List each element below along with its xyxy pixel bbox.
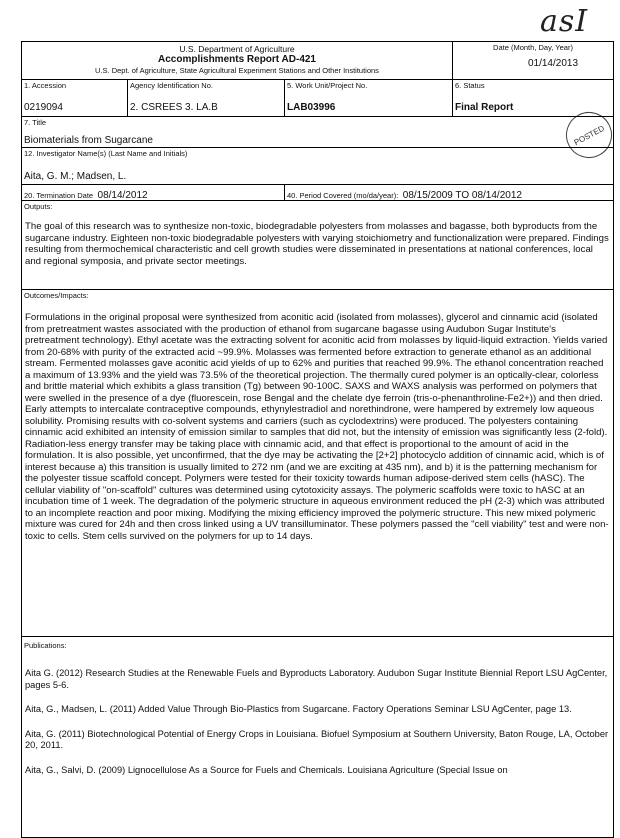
- publications-list: [22, 652, 613, 776]
- period-label: 40. Period Covered (mo/da/year):: [287, 191, 399, 200]
- publication-item: Aita, G. (2011) Biotechnological Potential of Energy Crops in Louisiana. Biofuel Symposium at Southern University, Baton Rouge, LA, October 20, 2011.: [25, 728, 609, 750]
- period-cell: [285, 185, 613, 200]
- publication-item: Aita, G., Madsen, L. (2011) Added Value Through Bio-Plastics from Sugarcane. Factory Operations Seminar LSU AgCenter, page 13.: [25, 704, 572, 714]
- date-value: 01/14/2013: [527, 58, 579, 69]
- publications-section: [22, 637, 613, 837]
- handwritten-mark: asI: [540, 4, 589, 39]
- report-title: Accomplishments Report AD-421: [158, 54, 316, 65]
- termination-cell: [22, 185, 285, 200]
- period-value: 08/15/2009 TO 08/14/2012: [402, 190, 522, 201]
- outcomes-label: Outcomes/Impacts:: [24, 291, 89, 300]
- outcomes-section: [22, 290, 613, 637]
- report-subtitle: U.S. Dept. of Agriculture, State Agricultural Experiment Stations and Other Institutions: [95, 66, 379, 75]
- outcomes-text: Formulations in the original proposal were synthesized from aconitic acid (isolated from molasses), glycerol and cinnamic acid (isolated from pretreatment wastes associated with the production of ethanol from sugarcane bagasse using Audubon Sugar Institute's pretreatment technology). Ethyl acetate was the extracting solvent for aconitic acid from molasses by liquid-liquid extraction. Yields varied from 20-68% with purity of the extracted acid ~99.9%. Molasses was fermented before extraction to generate ethanol as an additional stream. Fermented molasses gave aconitic acid yields of up to 62% and purities that reached 99.9%. The ethanol concentration reached a maximum of 13.93% and the yield was 73.5% of the theoretical projection. The thermally cured polymer is an optically-clear, colorless and brittle material which exhibits a glass transition (Tg) between 90-100C. SAXS and WAXS analysis was performed on polymers that were swelled in the presence of a dye (fluorescein, rose Bengal and the chelate dye ferroin (tris-o-phenanthroline-Fe2+)) and then dried. Early attempts to intercalate contraceptive compounds, ethynylestradiol and norethindrone, were hampered by extremely low aqueous solubility. Promising results with co-solvent systems and carriers (such as cyclodextrins) were produced. The polyesters containing cinnamic acid exhibited an intensity of emission similar to samples that did not, but the intensity of emission was significantly less (2-fold). Radiation-less energy transfer may be taking place with cinnamic acid, and that effect is proportional to the amount of acid in the formulation. It is also possible, yet unconfirmed, that the dye may be activating the [2+2] photocyclo addition of cinnamic acid, which is of interest because a) this transition is usually limited to 272 nm (and we are exciting at 435 nm), and b) it is the patterning mechanism for the polyester tissue scaffold concept. Polymers were tested for their toxicity towards human adipose-derived stem cells (hASC). The cellular viability of "on-scaffold" cultures was determined using cytotoxicity assays. The polymeric scaffolds were toxic to hASC at an incubation time of 1 week. The degradation of the polymeric structure in aqueous environment reduced the pH (2-3) which was attributed to an incomplete reaction and poor mixing. Modifying the mixing efficiency improved the polymeric structure. This new mixed polymeric mixture was cured for 24h and then cross linked using a UV transilluminator. These polymers passed the "cell viability" test and were non- toxic to cells. Stem cells survived on the polymers for up to 14 days.: [25, 312, 609, 542]
- outputs-section: [22, 201, 613, 290]
- stamp-text: POSTED: [572, 123, 606, 147]
- header-row: [22, 42, 613, 80]
- investigator-value: Aita, G. M.; Madsen, L.: [24, 171, 127, 182]
- agency-id-cell: [128, 80, 285, 116]
- accession-cell: [22, 80, 128, 116]
- status-label: 6. Status: [455, 81, 485, 90]
- report-form: [21, 41, 614, 838]
- accession-value: 0219094: [24, 102, 63, 113]
- publication-item: Aita, G., Salvi, D. (2009) Lignocellulose As a Source for Fuels and Chemicals. Louisiana Agriculture (Special Issue on: [25, 764, 508, 775]
- status-value: Final Report: [455, 102, 514, 113]
- investigator-row: [22, 148, 613, 185]
- title-label: 7. Title: [24, 118, 47, 127]
- termination-value: 08/14/2012: [97, 190, 148, 201]
- agency-id-label: Agency Identification No.: [130, 81, 213, 90]
- outputs-text: The goal of this research was to synthesize non-toxic, biodegradable polyesters from molasses and bagasse, both byproducts from the sugarcane industry. Eighteen non-toxic biodegradable polyesters with varying stoichiometry and functionalization were prepared. Findings resulting from thermochemical characteristic and cell growth studies were disseminated in presentations at national conferences, local and regional symposia, and private sector meetings.: [25, 221, 609, 267]
- outputs-label: Outputs:: [24, 202, 53, 211]
- work-unit-cell: [285, 80, 453, 116]
- accession-label: 1. Accession: [24, 81, 67, 90]
- agency-id-value: 2. CSREES 3. LA.B: [130, 102, 218, 113]
- work-unit-label: 5. Work Unit/Project No.: [287, 81, 368, 90]
- investigator-label: 12. Investigator Name(s) (Last Name and Initials): [24, 149, 188, 158]
- termination-label: 20. Termination Date: [24, 191, 94, 200]
- title-row: [22, 117, 613, 148]
- publications-label: Publications:: [24, 641, 67, 650]
- status-cell: [453, 80, 613, 116]
- agency-name: U.S. Department of Agriculture: [179, 44, 295, 54]
- termination-row: [22, 185, 613, 201]
- publication-item: Aita G. (2012) Research Studies at the Renewable Fuels and Byproducts Laboratory. Audubon Sugar Institute Biennial Report LSU AgCenter, pages 5-6.: [25, 668, 608, 690]
- title-value: Biomaterials from Sugarcane: [24, 135, 153, 146]
- work-unit-value: LAB03996: [287, 102, 336, 113]
- accession-row: [22, 80, 613, 117]
- header-title-block: [22, 42, 453, 79]
- date-block: [453, 42, 613, 79]
- date-label: Date (Month, Day, Year): [493, 43, 573, 52]
